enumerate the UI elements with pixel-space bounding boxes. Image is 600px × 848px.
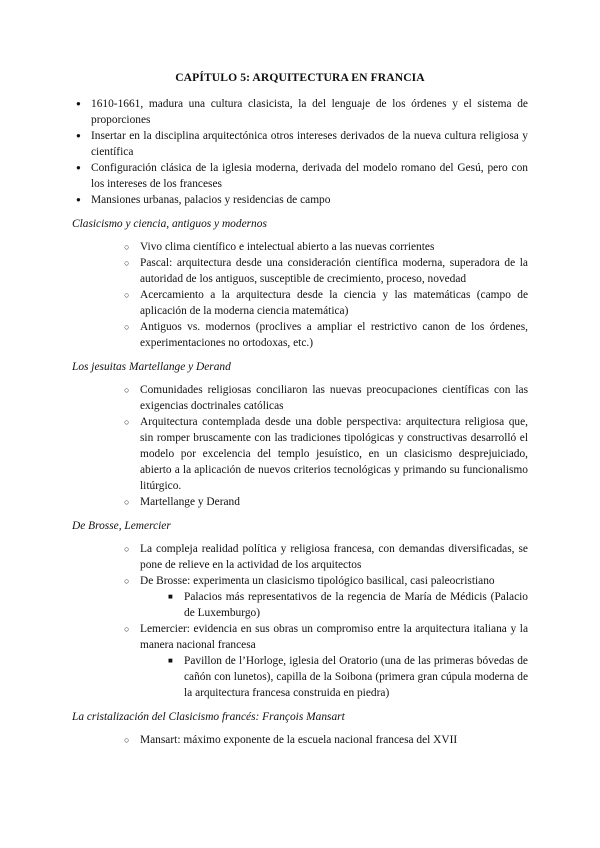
list-item: ● Mansiones urbanas, palacios y residencias de campo bbox=[72, 192, 528, 208]
section-list bbox=[122, 732, 528, 748]
list-item: ● 1610-1661, madura una cultura clasicista, la del lenguaje de los órdenes y el sistema de proporciones bbox=[72, 96, 528, 128]
list-item-text: Lemercier: evidencia en sus obras un compromiso entre la arquitectura italiana y la manera nacional francesa bbox=[140, 623, 528, 651]
list-item: ○ Comunidades religiosas conciliaron las nuevas preocupaciones científicas con las exigencias doctrinales católicas bbox=[122, 382, 528, 414]
sub-list-item: ■ Palacios más representativos de la regencia de María de Médicis (Palacio de Luxemburgo) bbox=[168, 589, 528, 621]
list-item: ○ Martellange y Derand bbox=[122, 494, 528, 510]
section-heading: La cristalización del Clasicismo francés: François Mansart bbox=[72, 711, 345, 723]
sub-list bbox=[168, 653, 528, 701]
sub-list-item: ■ Pavillon de l’Horloge, iglesia del Oratorio (una de las primeras bóvedas de cañón con lunetos), capilla de la Soibona (primera gran cúpula moderna de la arquitectura francesa construida en piedra) bbox=[168, 653, 528, 701]
list-item: ○ Pascal: arquitectura desde una consideración científica moderna, superadora de la autoridad de los antiguos, susceptible de crecimiento, proceso, novedad bbox=[122, 255, 528, 287]
list-item-text: De Brosse: experimenta un clasicismo tipológico basilical, casi paleocristiano bbox=[140, 575, 495, 587]
list-item bbox=[122, 621, 528, 701]
list-item: ○ Vivo clima científico e intelectual abierto a las nuevas corrientes bbox=[122, 239, 528, 255]
list-item: ○ La compleja realidad política y religiosa francesa, con demandas diversificadas, se pone de relieve en la actividad de los arquitectos bbox=[122, 541, 528, 573]
intro-list bbox=[72, 96, 528, 208]
list-item: ○ Acercamiento a la arquitectura desde la ciencia y las matemáticas (campo de aplicación de la moderna ciencia matemática) bbox=[122, 287, 528, 319]
list-item bbox=[122, 573, 528, 621]
section-list bbox=[122, 382, 528, 510]
list-item: ○ Arquitectura contemplada desde una doble perspectiva: arquitectura religiosa que, sin romper bruscamente con las tradiciones tipológicas y constructivas desarrolló el modelo por excelencia del templo jesuístico, en un clasicismo desprejuiciado, abierto a la aplicación de nuevos criterios tecnológicas y primando su funcionalismo litúrgico. bbox=[122, 414, 528, 494]
section-heading: Clasicismo y ciencia, antiguos y modernos bbox=[72, 218, 267, 230]
section-list bbox=[122, 239, 528, 351]
section-heading: Los jesuitas Martellange y Derand bbox=[72, 361, 231, 373]
sub-list bbox=[168, 589, 528, 621]
section-heading: De Brosse, Lemercier bbox=[72, 520, 171, 532]
list-item: ● Insertar en la disciplina arquitectónica otros intereses derivados de la nueva cultura religiosa y científica bbox=[72, 128, 528, 160]
list-item: ○ Antiguos vs. modernos (proclives a ampliar el restrictivo canon de los órdenes, experimentaciones no ortodoxas, etc.) bbox=[122, 319, 528, 351]
section-list bbox=[122, 541, 528, 701]
list-item: ○ Mansart: máximo exponente de la escuela nacional francesa del XVII bbox=[122, 732, 528, 748]
page-title: CAPÍTULO 5: ARQUITECTURA EN FRANCIA bbox=[175, 71, 425, 84]
list-item: ● Configuración clásica de la iglesia moderna, derivada del modelo romano del Gesú, pero con los intereses de los franceses bbox=[72, 160, 528, 192]
